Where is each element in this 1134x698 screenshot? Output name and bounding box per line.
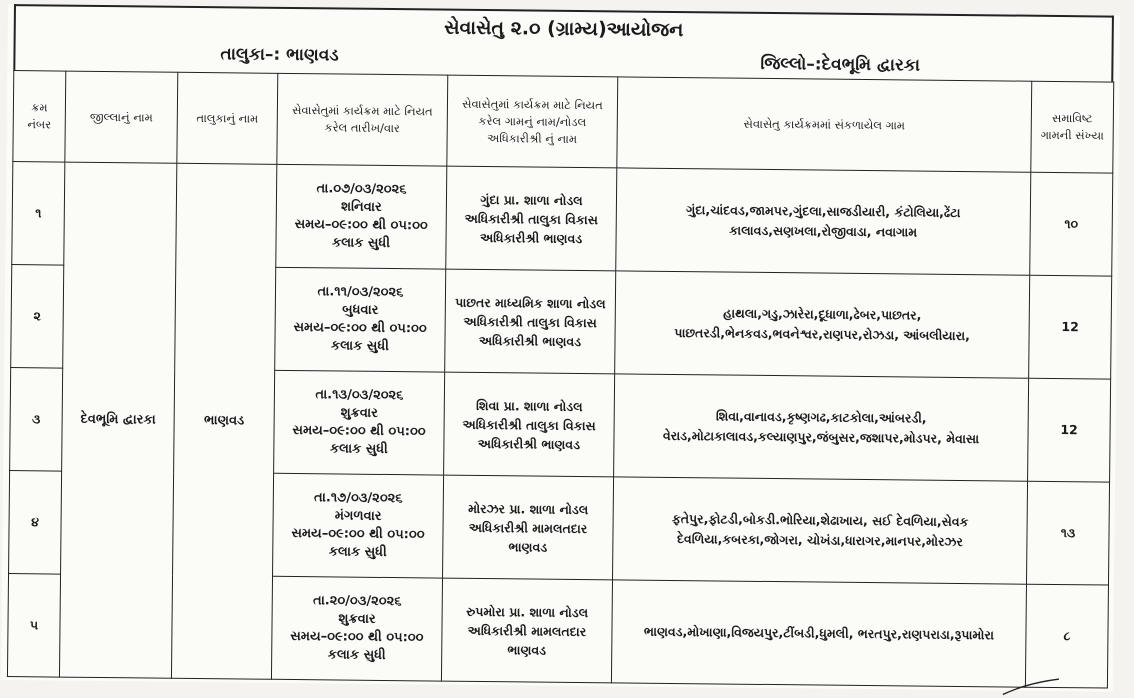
row-villages: હાથલા,ગડુ,ઝારેરા,દૂધાળા,ઢેબર,પાછતર, પાછતરડી,ભેનકવડ,ભવનેશ્વર,રાણપર,રોઝડા, આંબલીયારા, (615, 271, 1030, 378)
district-heading: જિલ્લો–:દેવભૂમિ દ્વારકા (760, 53, 921, 76)
signature-mark (1001, 676, 1061, 697)
taluka-heading: તાલુકા–: ભાણવડ (220, 44, 339, 66)
row-count: 12 (1029, 275, 1112, 379)
document-title: સેવાસેતુ ૨.૦ (ગ્રામ્ય)આયોજન (444, 16, 684, 42)
schedule-table (7, 70, 1114, 688)
row-date-cell (275, 267, 446, 372)
row-sr: ૪ (9, 471, 62, 575)
row-sr: ૩ (10, 368, 63, 472)
document-sheet (1, 4, 1120, 692)
row-day: શુક્રવાર (338, 611, 376, 627)
row-day: બુધવાર (342, 302, 379, 318)
col-header-date: સેવાસેતુમાં કાર્યક્રમ માટે નિયત કરેલ તારીખ/વાર (277, 73, 448, 166)
row-nodal: પાછતર માધ્યમિક શાળા નોડલ અધિકારીશ્રી તાલુકા વિકાસ અધિકારીશ્રી ભાણવડ (445, 269, 616, 374)
row-date: તા.૦૭/૦૩/૨૦૨૬ (316, 181, 407, 198)
row-date: તા.૧૧/૦૩/૨૦૨૬ (317, 284, 404, 301)
row-villages: ફતેપુર,ફોટડી,બોકડી.ભોરિયા,શેઢાખાય, સઈ દેવળિયા,સેવક દેવળિયા,કબરકા,જોગરા, ચોખંડા,ધારાગર,માનપર,મોરઝર (613, 477, 1028, 584)
col-header-villages: સેવાસેતુ કાર્યક્રમમાં સંકળાયેલ ગામ (617, 77, 1032, 172)
row-count: 12 (1028, 378, 1111, 482)
row-day: શુક્રવાર (340, 405, 378, 421)
table-header-row (13, 71, 1114, 174)
col-header-nodal: સેવાસેતુમાં કાર્યક્રમ માટે નિયત કરેલ ગામનું નામ/નોડલ અધિકારીશ્રી નું નામ (447, 75, 618, 168)
row-until: કલાક સુધી (328, 544, 387, 560)
row-time: સમય–૦૯:૦૦ થી ૦૫:૦૦ (294, 217, 428, 234)
row-nodal: રુપમોરા પ્રા. શાળા નોડલ અધિકારીશ્રી મામલતદાર ભાણવડ (441, 578, 612, 683)
row-time: સમય–૦૯:૦૦ થી ૦૫:૦૦ (292, 423, 426, 440)
row-nodal: શિવા પ્રા. શાળા નોડલ અધિકારીશ્રી તાલુકા વિકાસ અધિકારીશ્રી ભાણવડ (444, 372, 615, 477)
row-day: શનિવાર (340, 199, 382, 215)
table-row (12, 162, 1113, 277)
col-header-taluka: તાલુકાનું નામ (177, 72, 278, 164)
col-header-count: સમાવિષ્ટ ગામની સંખ્યા (1031, 81, 1114, 173)
row-sr: ૫ (7, 574, 60, 678)
document-header (13, 4, 1114, 82)
row-villages: ગુંદા,ચાંદવડ,જામપર,ગુંદલા,સાજડીયારી, કંટોલિયા,ઢેંટા કાલાવડ,સણખલા,રોજીવાડા, નવાગામ (616, 168, 1031, 275)
row-date: તા.૧૭/૦૩/૨૦૨૬ (314, 490, 403, 507)
row-villages: શિવા,વાનાવડ,કૃષ્ણગઢ,કાટકોલા,આંબરડી, વેરાડ,મોટાકાલાવડ,કલ્યાણપુર,જંબુસર,જશાપર,મોડપર, મેવાસા (614, 374, 1029, 481)
row-time: સમય–૦૯:૦૦ થી ૦૫:૦૦ (291, 525, 425, 543)
row-day: મંગળવાર (334, 508, 382, 524)
row-nodal: મોરઝર પ્રા. શાળા નોડલ અધિકારીશ્રી મામલતદાર ભાણવડ (443, 475, 614, 580)
row-until: કલાક સુધી (330, 338, 389, 355)
row-count: ૧૦ (1030, 172, 1113, 276)
row-sr: ૧ (12, 162, 65, 266)
row-until: કલાક સુધી (329, 441, 388, 458)
row-date: તા.૨૦/૦૩/૨૦૨૬ (312, 593, 402, 610)
col-header-district: જીલ્લાનું નામ (65, 71, 178, 163)
row-sr: ૨ (11, 265, 64, 369)
row-until: કલાક સુધી (327, 647, 386, 663)
row-until: કલાક સુધી (331, 235, 391, 252)
row-date-cell (276, 164, 447, 269)
row-count: ૮ (1025, 584, 1108, 688)
row-date: તા.૧૩/૦૩/૨૦૨૬ (315, 387, 404, 404)
row-date-cell (273, 473, 444, 578)
row-date-cell (274, 370, 445, 475)
row-count: ૧૩ (1026, 481, 1109, 585)
taluka-name-cell: ભાણવડ (171, 163, 276, 679)
row-nodal: ગુંદા પ્રા. શાળા નોડલ અધિકારીશ્રી તાલુકા વિકાસ અધિકારીશ્રી ભાણવડ (446, 166, 617, 271)
row-date-cell (271, 576, 442, 681)
row-villages: ભાણવડ,મોખાણા,વિજયપુર,ટીંબડી,ધુમલી, ભરતપુર,રાણપરાડા,રૂપામોરા (611, 580, 1026, 687)
row-time: સમય–૦૯:૦૦ થી ૦૫:૦૦ (293, 320, 427, 337)
col-header-sr: ક્રમ નંબર (13, 71, 66, 163)
district-name-cell: દેવભૂમિ દ્વારકા (59, 162, 176, 678)
row-time: સમય–૦૯:૦૦ થી ૦૫:૦૦ (290, 628, 424, 646)
